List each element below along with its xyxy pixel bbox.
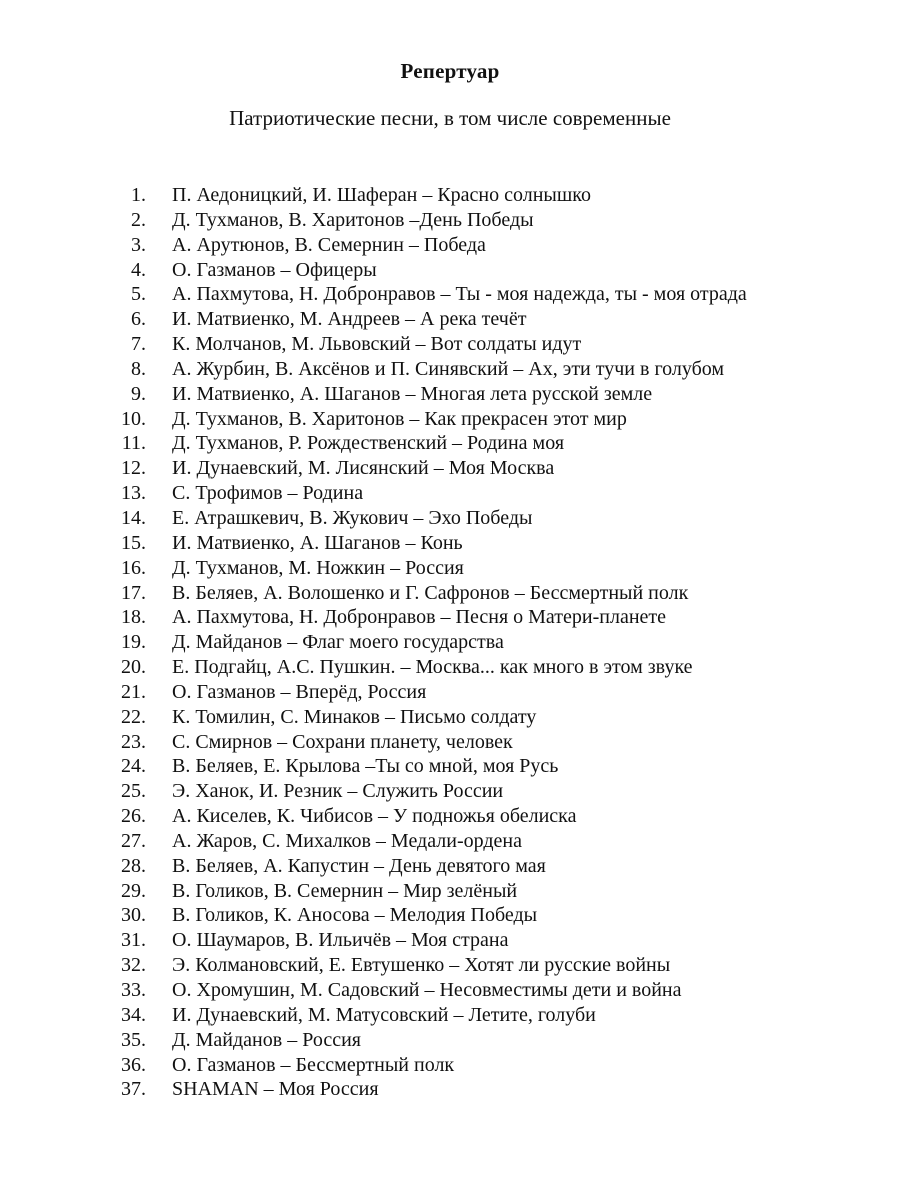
list-item-text: В. Беляев, А. Волошенко и Г. Сафронов – Бессмертный полк	[172, 581, 689, 604]
list-item-text: О. Газманов – Бессмертный полк	[172, 1053, 455, 1076]
list-item	[0, 630, 900, 655]
list-item	[0, 506, 900, 531]
list-item-text: О. Шаумаров, В. Ильичёв – Моя страна	[172, 929, 509, 952]
list-item	[0, 531, 900, 556]
list-item	[0, 431, 900, 456]
list-item-text: С. Смирнов – Сохрани планету, человек	[172, 730, 513, 753]
list-item-text: Э. Ханок, И. Резник – Служить России	[172, 780, 504, 803]
repertoire-list	[0, 183, 900, 1102]
list-item-number: 18.	[121, 606, 146, 629]
list-item	[0, 854, 900, 879]
list-item-number: 8.	[131, 357, 146, 380]
list-item-text: К. Томилин, С. Минаков – Письмо солдату	[172, 705, 537, 728]
list-item-number: 2.	[131, 208, 146, 231]
list-item	[0, 208, 900, 233]
list-item	[0, 382, 900, 407]
list-item-number: 22.	[121, 705, 146, 728]
list-item	[0, 282, 900, 307]
list-item	[0, 829, 900, 854]
list-item-text: Э. Колмановский, Е. Евтушенко – Хотят ли русские войны	[172, 954, 671, 977]
list-item-text: К. Молчанов, М. Львовский – Вот солдаты идут	[172, 333, 582, 356]
list-item-text: Д. Тухманов, М. Ножкин – Россия	[172, 556, 464, 579]
list-item-text: П. Аедоницкий, И. Шаферан – Красно солнышко	[172, 184, 591, 206]
list-item-number: 11.	[121, 432, 146, 455]
list-item-number: 28.	[121, 854, 146, 877]
list-item-number: 27.	[121, 829, 146, 852]
list-item	[0, 307, 900, 332]
list-item-number: 5.	[131, 283, 146, 306]
list-item-number: 9.	[131, 382, 146, 405]
list-item-number: 14.	[121, 506, 146, 529]
list-item	[0, 1028, 900, 1053]
list-item-text: Е. Подгайц, А.С. Пушкин. – Москва... как много в этом звуке	[172, 656, 693, 679]
list-item-number: 21.	[121, 680, 146, 703]
list-item	[0, 258, 900, 283]
list-item	[0, 1003, 900, 1028]
page-subtitle: Патриотические песни, в том числе современные	[229, 106, 671, 131]
list-item-text: О. Газманов – Вперёд, Россия	[172, 680, 427, 703]
list-item	[0, 357, 900, 382]
list-item-text: И. Дунаевский, М. Лисянский – Моя Москва	[172, 457, 555, 480]
list-item-text: Д. Майданов – Россия	[172, 1028, 361, 1051]
list-item-number: 15.	[121, 531, 146, 554]
list-item-number: 7.	[131, 333, 146, 356]
list-item-text: В. Беляев, А. Капустин – День девятого мая	[172, 854, 546, 877]
list-item-number: 12.	[121, 457, 146, 480]
list-item	[0, 779, 900, 804]
list-item-text: В. Голиков, В. Семернин – Мир зелёный	[172, 879, 518, 902]
list-item	[0, 928, 900, 953]
list-item-number: 10.	[121, 407, 146, 430]
list-item-text: В. Беляев, Е. Крылова –Ты со мной, моя Русь	[172, 755, 559, 778]
list-item	[0, 556, 900, 581]
list-item	[0, 183, 900, 208]
list-item-number: 19.	[121, 631, 146, 654]
list-item-text: Д. Тухманов, В. Харитонов –День Победы	[172, 208, 534, 231]
list-item-text: И. Дунаевский, М. Матусовский – Летите, голуби	[172, 1003, 596, 1026]
list-item-number: 4.	[131, 258, 146, 281]
list-item-number: 20.	[121, 656, 146, 679]
list-item	[0, 605, 900, 630]
list-item	[0, 903, 900, 928]
list-item	[0, 879, 900, 904]
list-item	[0, 456, 900, 481]
list-item	[0, 481, 900, 506]
list-item-text: Е. Атрашкевич, В. Жукович – Эхо Победы	[172, 506, 533, 529]
list-item-text: Д. Тухманов, Р. Рождественский – Родина моя	[172, 432, 565, 455]
list-item-number: 37.	[121, 1078, 146, 1101]
list-item-number: 6.	[131, 308, 146, 331]
list-item-number: 1.	[131, 184, 146, 206]
list-item-number: 13.	[121, 482, 146, 505]
list-item	[0, 1077, 900, 1102]
list-item-number: 16.	[121, 556, 146, 579]
list-item	[0, 655, 900, 680]
list-item-number: 17.	[121, 581, 146, 604]
list-item	[0, 730, 900, 755]
list-item-number: 26.	[121, 805, 146, 828]
list-item-number: 32.	[121, 954, 146, 977]
list-item-text: А. Пахмутова, Н. Добронравов – Ты - моя надежда, ты - моя отрада	[172, 283, 747, 306]
list-item-number: 36.	[121, 1053, 146, 1076]
list-item	[0, 705, 900, 730]
list-item-number: 34.	[121, 1003, 146, 1026]
list-item-number: 35.	[121, 1028, 146, 1051]
list-item	[0, 407, 900, 432]
list-item-number: 33.	[121, 979, 146, 1001]
list-item	[0, 1053, 900, 1078]
list-item-number: 25.	[121, 780, 146, 803]
list-item-text: С. Трофимов – Родина	[172, 482, 364, 505]
list-item	[0, 581, 900, 606]
list-item-text: О. Хромушин, М. Садовский – Несовместимы дети и война	[172, 979, 682, 1001]
list-item	[0, 978, 900, 1003]
list-item-number: 29.	[121, 879, 146, 902]
list-item-text: А. Киселев, К. Чибисов – У подножья обелиска	[172, 805, 577, 828]
list-item-text: А. Пахмутова, Н. Добронравов – Песня о Матери-планете	[172, 606, 667, 629]
list-item	[0, 953, 900, 978]
list-item	[0, 680, 900, 705]
list-item-number: 30.	[121, 904, 146, 927]
list-item-number: 24.	[121, 755, 146, 778]
list-item-number: 3.	[131, 233, 146, 256]
list-item-text: О. Газманов – Офицеры	[172, 258, 377, 281]
list-item-text: Д. Тухманов, В. Харитонов – Как прекрасен этот мир	[172, 407, 627, 430]
list-item-text: И. Матвиенко, М. Андреев – А река течёт	[172, 308, 527, 331]
list-item-text: В. Голиков, К. Аносова – Мелодия Победы	[172, 904, 538, 927]
list-item-number: 23.	[121, 730, 146, 753]
list-item-text: Д. Майданов – Флаг моего государства	[172, 631, 504, 654]
list-item-text: И. Матвиенко, А. Шаганов – Конь	[172, 531, 463, 554]
list-item	[0, 754, 900, 779]
list-item-text: А. Арутюнов, В. Семернин – Победа	[172, 233, 486, 256]
list-item-text: SHAMAN – Моя Россия	[172, 1078, 379, 1101]
list-item-text: А. Жаров, С. Михалков – Медали-ордена	[172, 829, 522, 852]
list-item-number: 31.	[121, 929, 146, 952]
list-item	[0, 233, 900, 258]
list-item-text: И. Матвиенко, А. Шаганов – Многая лета русской земле	[172, 382, 653, 405]
list-item	[0, 332, 900, 357]
list-item-text: А. Журбин, В. Аксёнов и П. Синявский – Ах, эти тучи в голубом	[172, 357, 725, 380]
page-title: Репертуар	[400, 59, 500, 83]
list-item	[0, 804, 900, 829]
